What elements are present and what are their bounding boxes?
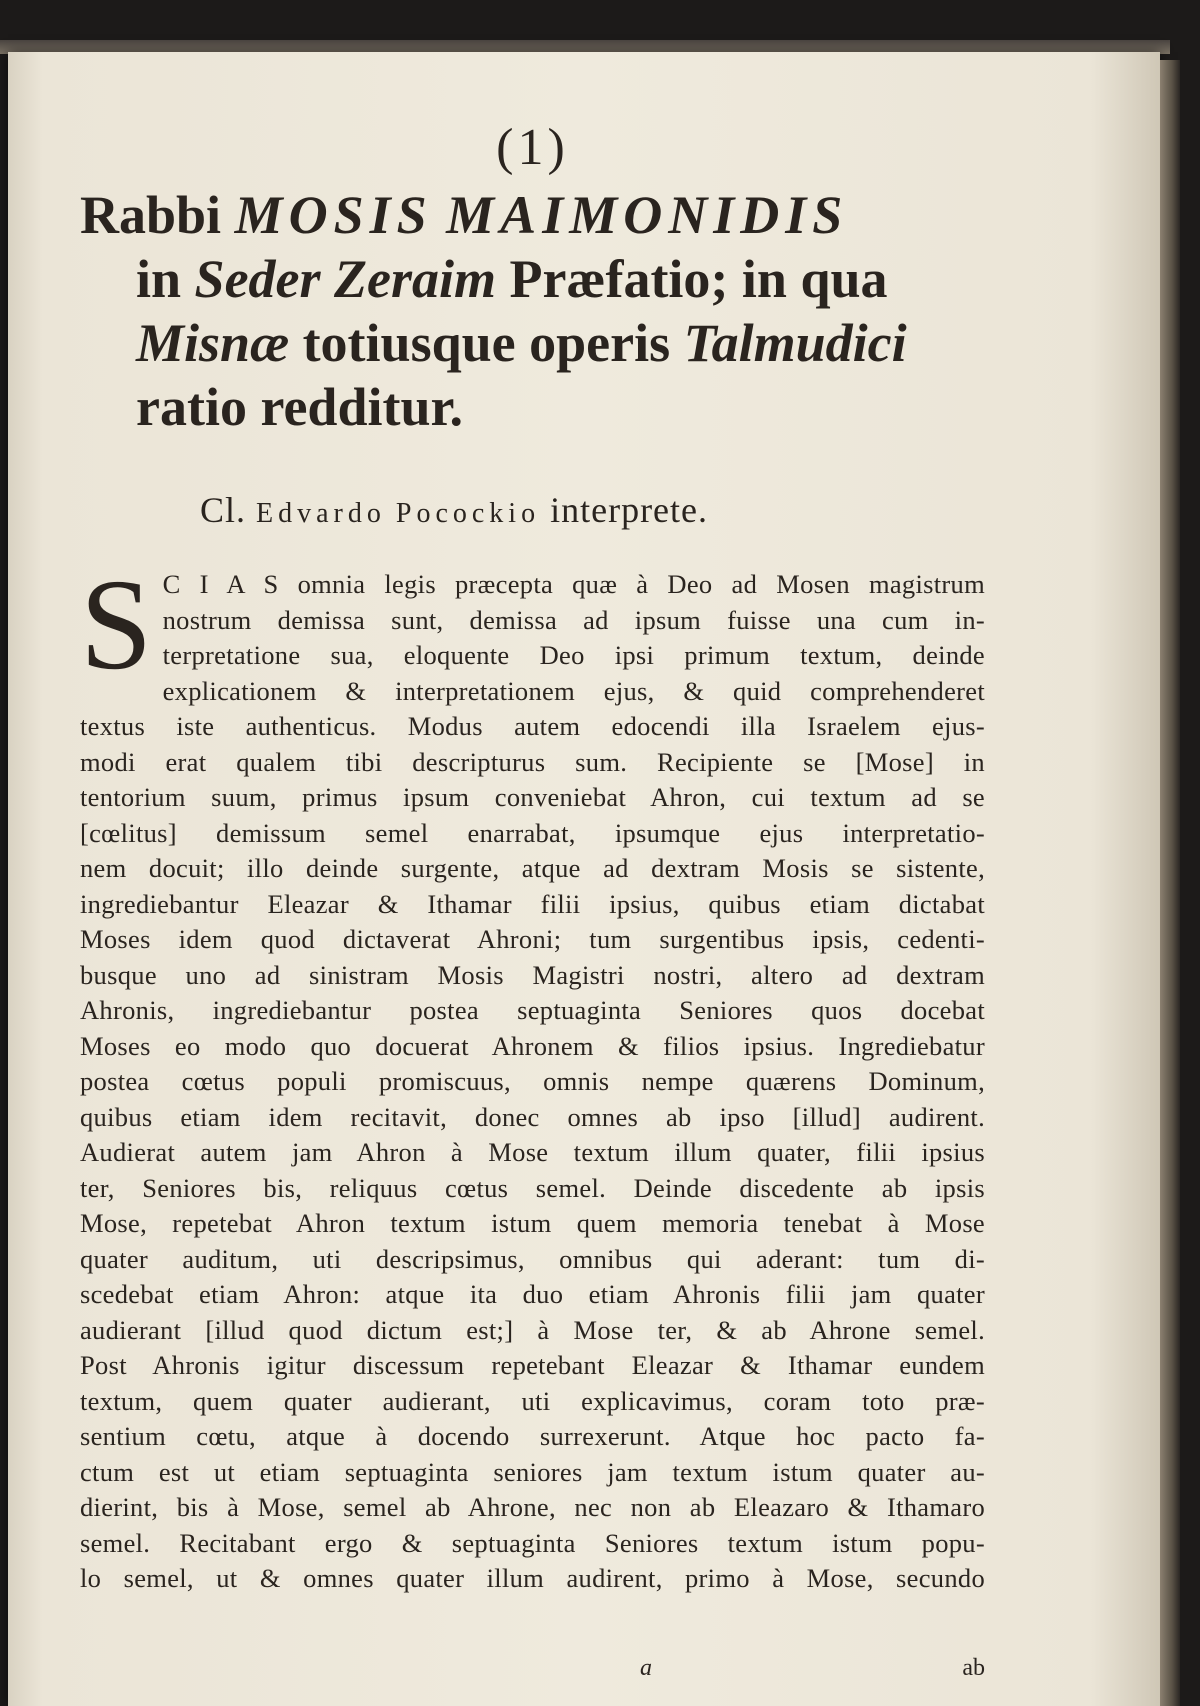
body-line: [cœlitus] demissum semel enarrabat, ipsumque ejus interpretatio- [80,817,985,848]
interpreter-role: interprete. [550,490,709,530]
title-word: Rabbi [80,185,222,245]
title-author-name: MOSIS [234,185,433,245]
body-line: quibus etiam idem recitavit, donec omnes ab ipso [illud] audirent. [80,1101,985,1132]
title-author-surname: MAIMONIDIS [446,185,849,245]
body-line: nostrum demissa sunt, demissa ad ipsum fuisse una cum in- [162,604,985,635]
body-line: semel. Recitabant ergo & septuaginta Seniores textum istum popu- [80,1527,985,1558]
interpreter-line [200,489,985,531]
title-line-2 [80,247,985,311]
body-line: explicationem & interpretationem ejus, & quid comprehenderet [162,675,985,706]
title-word: Talmudici [683,313,907,373]
body-line: Audierat autem jam Ahron à Mose textum illum quater, filii ipsius [80,1137,985,1167]
catchword: ab [962,1655,985,1681]
body-line: quater auditum, uti descripsimus, omnibus qui aderant: tum di- [80,1243,985,1274]
body-line: Moses eo modo quo docuerat Ahronem & filios ipsius. Ingrediebatur [80,1030,985,1061]
title-word: Seder [194,249,321,309]
title-word: Misnæ [136,313,290,373]
body-line: busque uno ad sinistram Mosis Magistri nostri, altero ad dextram [80,959,985,990]
body-text [80,553,985,1597]
body-line: tentorium suum, primus ipsum conveniebat Ahron, cui textum ad se [80,782,985,812]
body-line: nem docuit; illo deinde surgente, atque ad dextram Mosis se sistente, [80,853,985,883]
body-line: terpretatione sua, eloquente Deo ipsi primum textum, deinde [162,640,985,670]
body-line: ingrediebantur Eleazar & Ithamar filii ipsius, quibus etiam dictabat [80,888,985,919]
interpreter-prefix: Cl. [200,490,247,530]
body-line: modi erat qualem tibi descripturus sum. Recipiente se [Mose] in [80,746,985,777]
body-line: Post Ahronis igitur discessum repetebant Eleazar & Ithamar eundem [80,1350,985,1380]
title-word: operis [529,313,671,373]
body-line: textum, quem quater audierant, uti explicavimus, coram toto præ- [80,1385,985,1416]
body-line: textus iste authenticus. Modus autem edocendi illa Israelem ejus- [80,711,985,741]
title-word: Zeraim [334,249,497,309]
title-word: in [136,249,182,309]
title-line-4: ratio redditur. [136,377,464,437]
page-number: (1) [496,119,569,176]
body-line: Mose, repetebat Ahron textum istum quem memoria tenebat à Mose [80,1208,985,1238]
title-line-1 [80,183,985,247]
body-line: ctum est ut etiam septuaginta seniores jam textum istum quater au- [80,1456,985,1487]
body-line: Moses idem quod dictaverat Ahroni; tum surgentibus ipsis, cedenti- [80,924,985,954]
interpreter-first-name: Edvardo [256,498,386,529]
title-line-3 [80,311,985,375]
body-line: C I A S omnia legis præcepta quæ à Deo ad Mosen magistrum [162,569,985,599]
body-line: Ahronis, ingrediebantur postea septuaginta Seniores quos docebat [80,995,985,1025]
body-line: lo semel, ut & omnes quater illum audirent, primo à Mose, secundo [80,1563,985,1593]
body-line: ter, Seniores bis, reliquus cœtus semel. Deinde discedente ab ipsis [80,1172,985,1203]
book-page-edge [1160,60,1180,1706]
title-word: Præfatio; in qua [509,249,888,309]
drop-cap: S [80,553,153,697]
signature-mark: a [640,1655,652,1681]
body-line: audierant [illud quod dictum est;] à Mose ter, & ab Ahrone semel. [80,1314,985,1345]
body-line: postea cœtus populi promiscuus, omnis nempe quærens Dominum, [80,1066,985,1096]
body-line: sentium cœtu, atque à docendo surrexerunt. Atque hoc pacto fa- [80,1421,985,1451]
title-word: totiusque [302,313,516,373]
page-title [80,183,985,439]
page-text [80,118,985,1597]
interpreter-last-name: Pocockio [395,498,541,529]
body-line: dierint, bis à Mose, semel ab Ahrone, nec non ab Eleazaro & Ithamaro [80,1492,985,1522]
body-line: scedebat etiam Ahron: atque ita duo etiam Ahronis filii jam quater [80,1279,985,1309]
